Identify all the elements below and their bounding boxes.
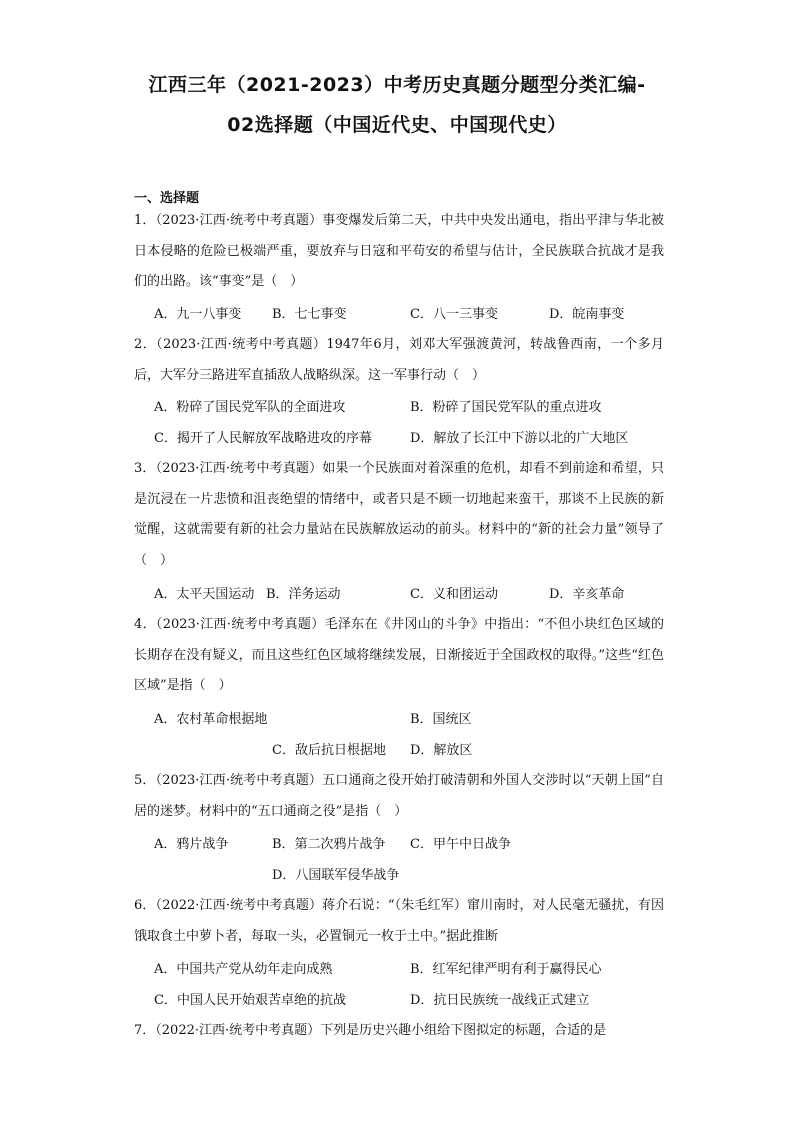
document-title-line-2: 02选择题（中国近代史、中国现代史）	[227, 114, 567, 136]
question-4-option-b[interactable]: B．国统区	[410, 712, 472, 727]
question-5-stem: 5．（2023·江西·统考中考真题）五口通商之役开始打破清朝和外国人交涉时以“天朝上国”自居的迷梦。材料中的“五口通商之役”是指（ ）	[134, 773, 664, 819]
question-2-option-c[interactable]: C．揭开了人民解放军战略进攻的序幕	[154, 431, 372, 446]
question-1-option-a[interactable]: A．九一八事变	[154, 307, 242, 322]
question-6-option-d[interactable]: D．抗日民族统一战线正式建立	[410, 993, 590, 1008]
section-heading: 一、选择题	[134, 191, 200, 206]
question-4-stem: 4．（2023·江西·统考中考真题）毛泽东在《井冈山的斗争》中指出：“不但小块红色区域的长期存在没有疑义，而且这些红色区域将继续发展，日渐接近于全国政权的取得。”这些“红色区域”是指（ ）	[134, 617, 664, 693]
question-5-option-d[interactable]: D．八国联军侵华战争	[272, 868, 400, 883]
question-5-option-b[interactable]: B．第二次鸦片战争	[272, 837, 386, 852]
question-6-stem: 6．（2022·江西·统考中考真题）蒋介石说：“（朱毛红军）窜川南时，对人民毫无骚扰，有因饿取食土中萝卜者，每取一头，必置铜元一枚于土中。”据此推断	[134, 898, 664, 944]
question-4-option-d[interactable]: D．解放区	[410, 743, 473, 758]
question-2-option-b[interactable]: B．粉碎了国民党军队的重点进攻	[410, 400, 602, 415]
question-1-option-d[interactable]: D．皖南事变	[549, 307, 625, 322]
question-1-option-b[interactable]: B．七七事变	[272, 307, 347, 322]
question-5-option-c[interactable]: C．甲午中日战争	[410, 837, 511, 852]
question-2-option-a[interactable]: A．粉碎了国民党军队的全面进攻	[154, 400, 346, 415]
question-6-option-b[interactable]: B．红军纪律严明有利于赢得民心	[410, 962, 602, 977]
question-3-stem: 3．（2023·江西·统考中考真题）如果一个民族面对着深重的危机，却看不到前途和希望，只是沉浸在一片悲愤和沮丧绝望的情绪中，或者只是不顾一切地起来蛮干，那谈不上民族的新觉醒，这就需要有新的社会力量站在民族解放运动的前头。材料中的“新的社会力量”领导了（ ）	[134, 461, 664, 568]
question-4-option-a[interactable]: A．农村革命根据地	[154, 712, 268, 727]
question-2-option-d[interactable]: D．解放了长江中下游以北的广大地区	[410, 431, 629, 446]
document-title-line-1: 江西三年（2021-2023）中考历史真题分题型分类汇编-	[148, 74, 646, 96]
question-3-option-a[interactable]: A．太平天国运动	[154, 587, 255, 602]
question-4-option-c[interactable]: C．敌后抗日根据地	[272, 743, 386, 758]
question-3-option-b[interactable]: B．洋务运动	[266, 587, 341, 602]
question-6-option-c[interactable]: C．中国人民开始艰苦卓绝的抗战	[154, 993, 346, 1008]
question-3-option-c[interactable]: C．义和团运动	[410, 587, 498, 602]
question-1-option-c[interactable]: C．八一三事变	[410, 307, 498, 322]
question-7-stem: 7．（2022·江西·统考中考真题）下列是历史兴趣小组给下图拟定的标题，合适的是	[134, 1023, 607, 1038]
question-6-option-a[interactable]: A．中国共产党从幼年走向成熟	[154, 962, 333, 977]
question-1-stem: 1．（2023·江西·统考中考真题）事变爆发后第二天，中共中央发出通电，指出平津与华北被日本侵略的危险已极端严重，要放弃与日寇和平苟安的希望与估计，全民族联合抗战才是我们的出路。该“事变”是（ ）	[134, 213, 664, 289]
question-5-option-a[interactable]: A．鸦片战争	[154, 837, 229, 852]
question-2-stem: 2．（2023·江西·统考中考真题）1947年6月，刘邓大军强渡黄河，转战鲁西南，一个多月后，大军分三路进军直插敌人战略纵深。这一军事行动（ ）	[134, 337, 664, 383]
question-3-option-d[interactable]: D．辛亥革命	[549, 587, 625, 602]
